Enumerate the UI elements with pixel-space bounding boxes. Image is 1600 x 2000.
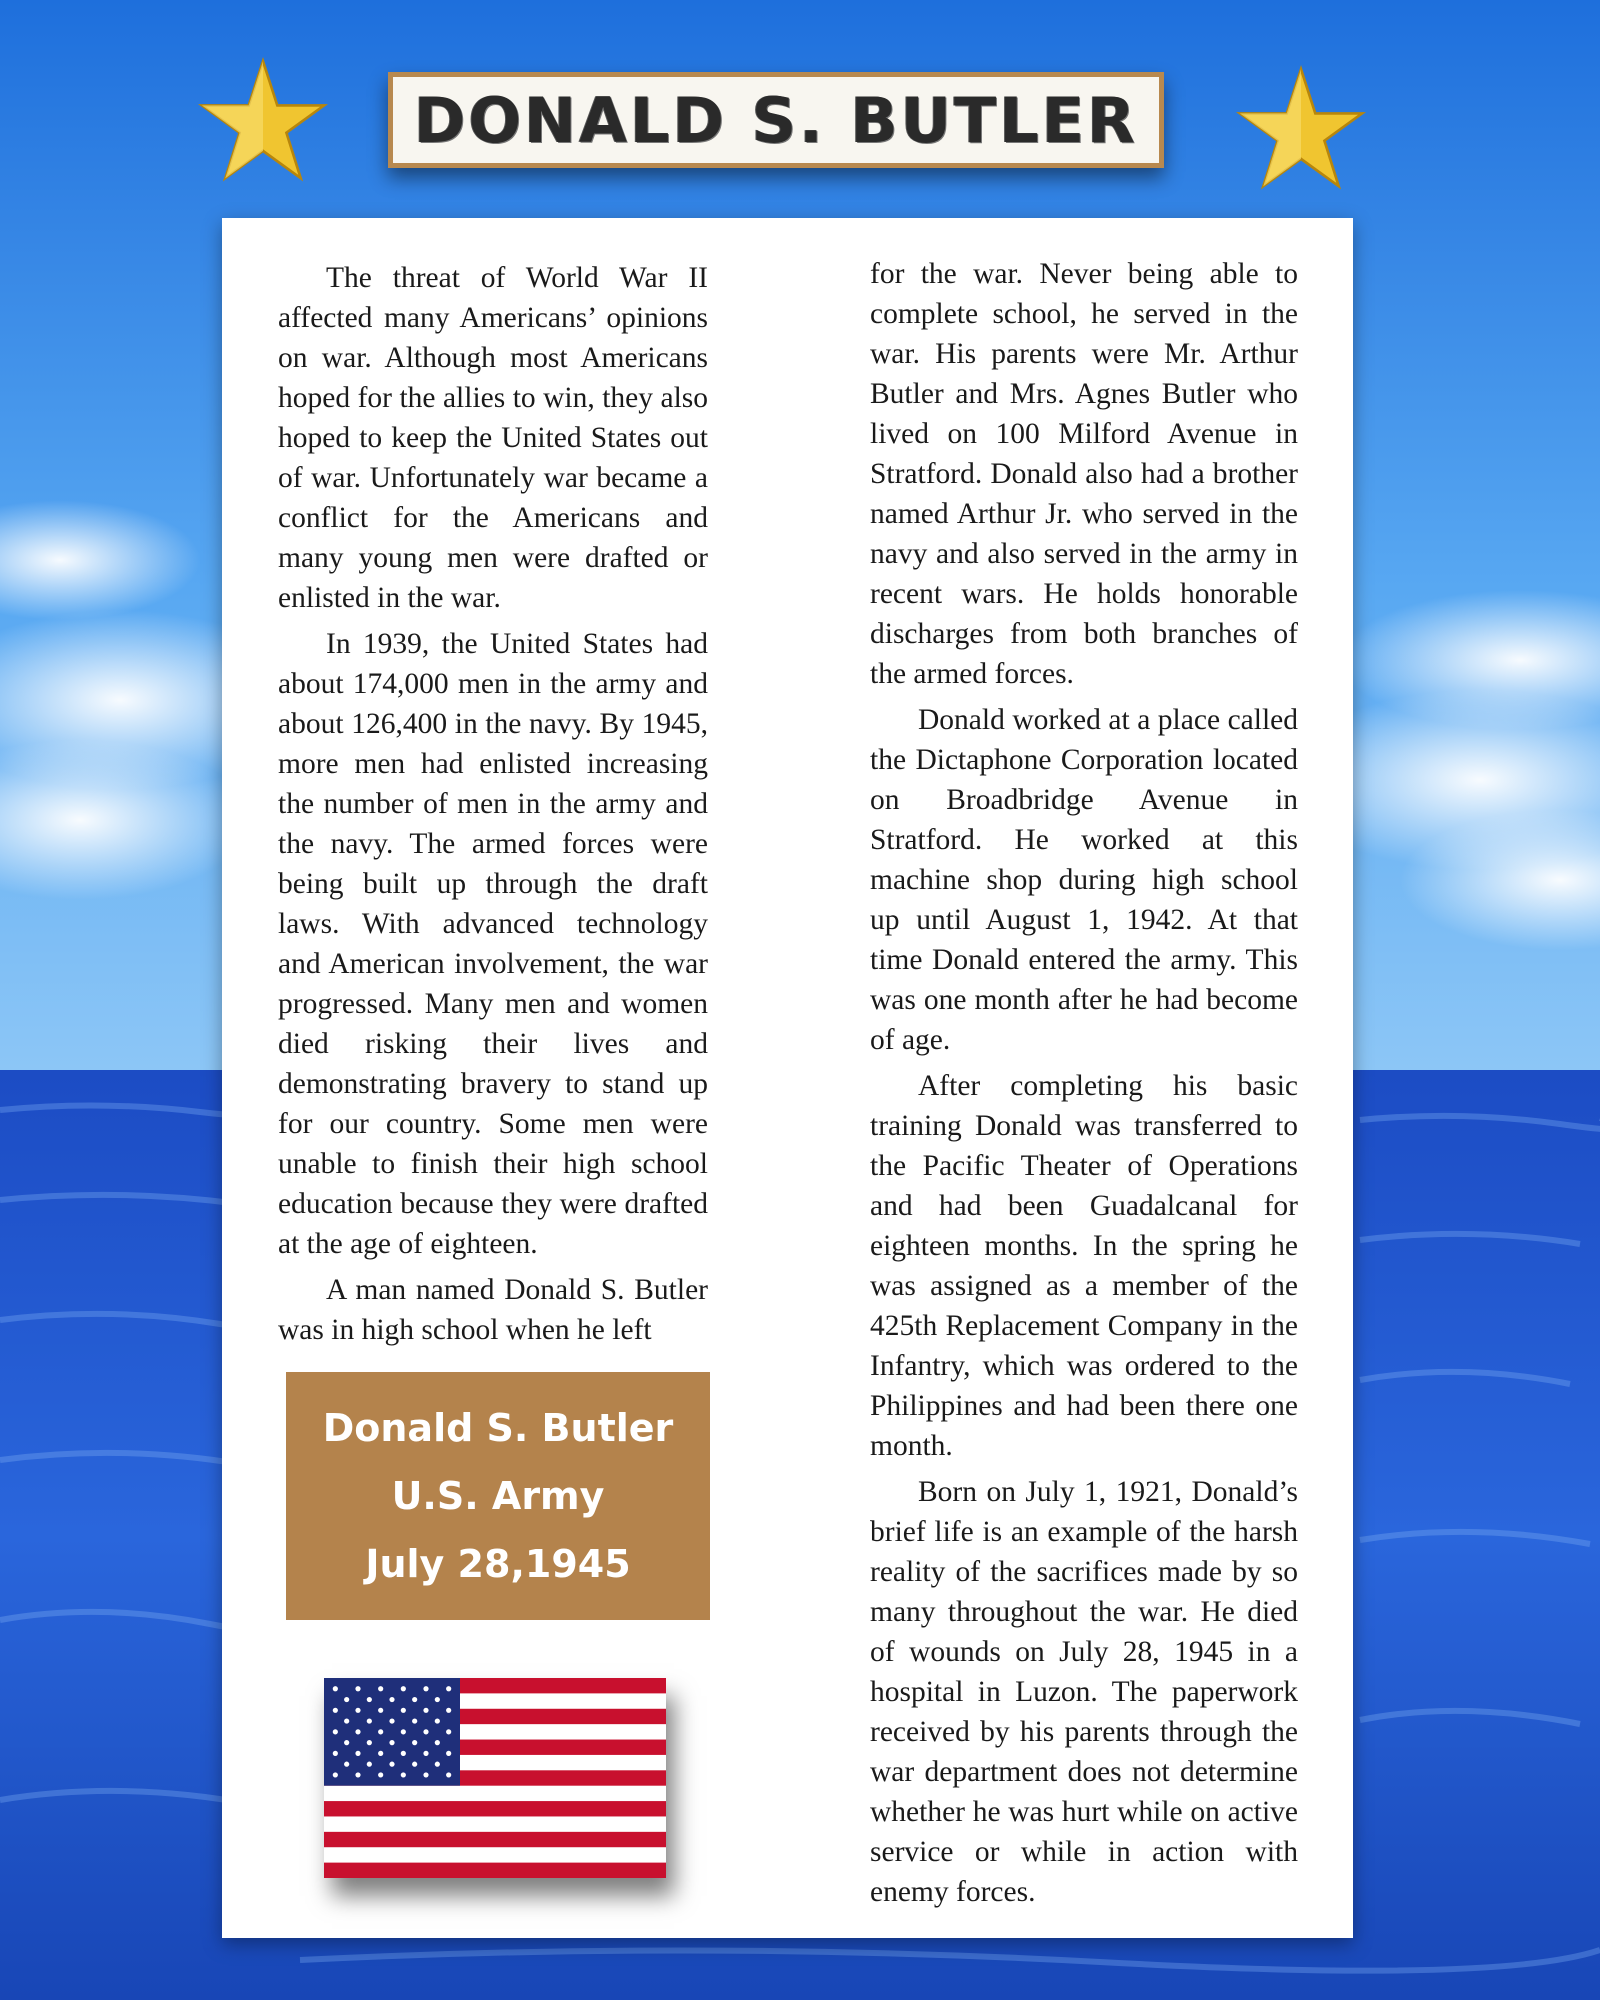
paragraph: After completing his basic training Donald was transferred to the Pacific Theater of Operations and had been Guadalcanal for eighteen months. In the spring he was assigned as a member of the 425th Replacement Company in the Infantry, which was ordered to the Philippines and had been there one month.: [870, 1070, 1298, 1462]
gold-star-icon: [1236, 64, 1366, 194]
memorial-date: July 28,1945: [365, 1542, 631, 1586]
paragraph: In 1939, the United States had about 174,000 men in the army and about 126,400 in the navy. By 1945, more men had enlisted increasing the number of men in the army and the navy. The armed forces were being built up through the draft laws. With advanced technology and American involvement, the war progressed. Many men and women died risking their lives and demonstrating bravery to stand up for our country. Some men were unable to finish their high school education because they were drafted at the age of eighteen.: [278, 628, 708, 1260]
right-column: [870, 254, 1298, 1918]
left-column: [278, 258, 708, 1356]
paragraph: The threat of World War II affected many Americans’ opinions on war. Although most Americans hoped for the allies to win, they also hoped to keep the United States out of war. Unfortunately war became a conflict for the Americans and many young men were drafted or enlisted in the war.: [278, 262, 708, 614]
article-panel: [222, 218, 1353, 1938]
paragraph: for the war. Never being able to complete school, he served in the war. His parents were Mr. Arthur Butler and Mrs. Agnes Butler who lived on 100 Milford Avenue in Stratford. Donald also had a brother named Arthur Jr. who served in the navy and also served in the army in recent wars. He holds honorable discharges from both branches of the armed forces.: [870, 258, 1298, 690]
memorial-branch: U.S. Army: [391, 1474, 605, 1518]
paragraph: Born on July 1, 1921, Donald’s brief life is an example of the harsh reality of the sacrifices made by so many throughout the war. He died of wounds on July 28, 1945 in a hospital in Luzon. The paperwork received by his parents through the war department does not determine whether he was hurt while on active service or while in action with enemy forces.: [870, 1476, 1298, 1908]
memorial-plaque: [286, 1372, 710, 1620]
paragraph: Donald worked at a place called the Dictaphone Corporation located on Broadbridge Avenue in Stratford. He worked at this machine shop during high school up until August 1, 1942. At that time Donald entered the army. This was one month after he had become of age.: [870, 704, 1298, 1056]
page-title: DONALD S. BUTLER: [414, 83, 1138, 157]
title-plate: [388, 72, 1164, 168]
paragraph: A man named Donald S. Butler was in high school when he left: [278, 1274, 708, 1346]
us-flag-icon: [324, 1678, 666, 1878]
memorial-name: Donald S. Butler: [322, 1406, 674, 1450]
gold-star-icon: [198, 56, 328, 186]
